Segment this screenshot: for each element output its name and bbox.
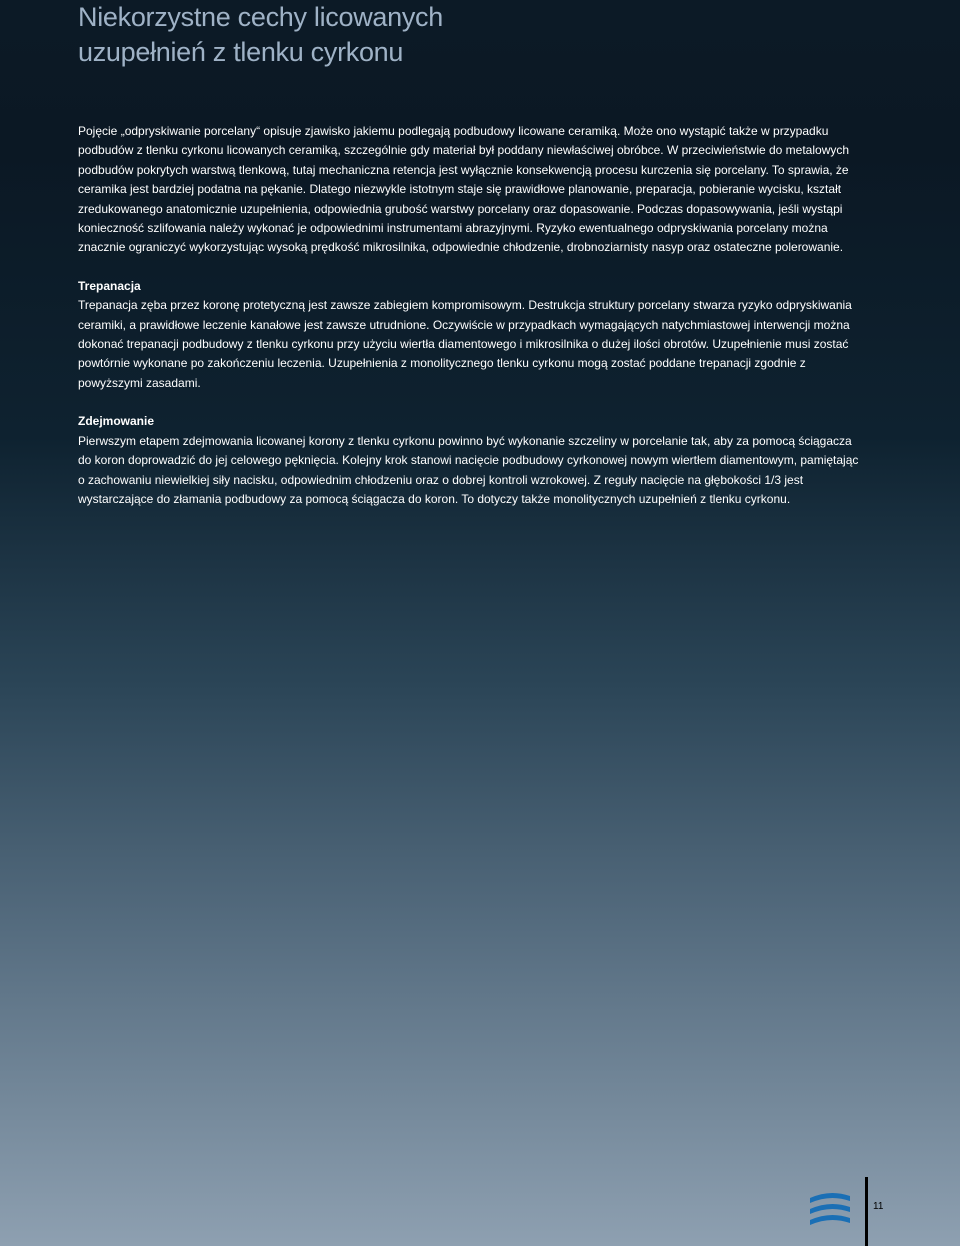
page-title-line-2: uzupełnień z tlenku cyrkonu [78, 37, 404, 67]
intro-paragraph: Pojęcie „odpryskiwanie porcelany“ opisuje zjawisko jakiemu podlegają podbudowy licowane ceramiką. Może ono wystąpić także w przypadku podbudów z tlenku cyrkonu licowanych ceramiką, szczególnie gdy materiał był poddany niewłaściwej obróbce. W przeciwieństwie do metalowych podbudów pokrytych warstwą tlenkową, tutaj mechaniczna retencja jest wyłącznie konsekwencją procesu kurczenia się porcelany. To sprawia, że ceramika jest bardziej podatna na pękanie. Dlatego niezwykle istotnym staje się prawidłowe planowanie, preparacja, pobieranie wycisku, kształt zredukowanego anatomicznie uzupełnienia, odpowiednia grubość warstwy porcelany oraz dopasowanie. Podczas dopasowywania, jeśli wystąpi konieczność szlifowania należy wykonać je odpowiednimi instrumentami abrazyjnymi. Ryzyko ewentualnego odpryskiwania porcelany można znacznie ograniczyć wykorzystując wysoką prędkość mikrosilnika, odpowiednie chłodzenie, drobnoziarnisty nasyp oraz ostateczne polerowanie. [78, 124, 850, 255]
footer-divider [865, 1177, 868, 1246]
section-zdejmowanie [78, 412, 868, 509]
page-title-line-1: Niekorzystne cechy licowanych [78, 2, 443, 32]
section-trepanacja [78, 277, 868, 393]
wave-logo-icon [809, 1190, 851, 1230]
section-heading: Zdejmowanie [78, 414, 155, 429]
page-title [78, 0, 678, 70]
section-paragraph: Trepanacja zęba przez koronę protetyczną jest zawsze zabiegiem kompromisowym. Destrukcja struktury porcelany stwarza ryzyko odpryskiwania ceramiki, a prawidłowe leczenie kanałowe jest zawsze utrudnione. Oczywiście w przypadkach wymagających natychmiastowej interwencji można dokonać trepanacji podbudowy z tlenku cyrkonu przy użyciu wiertła diamentowego i mikrosilnika o dużej ilości obrotów. Uzupełnienie musi zostać powtórnie wykonane po zakończeniu leczenia. Uzupełnienia z monolitycznego tlenku cyrkonu mogą zostać poddane trepanacji zgodnie z powyższymi zasadami. [78, 298, 852, 390]
section-heading: Trepanacja [78, 278, 141, 293]
article-body [78, 122, 868, 509]
section-paragraph: Pierwszym etapem zdejmowania licowanej korony z tlenku cyrkonu powinno być wykonanie szczeliny w porcelanie tak, aby za pomocą ściągacza do koron doprowadzić do jej celowego pęknięcia. Kolejny krok stanowi nacięcie podbudowy cyrkonowej nowym wiertłem diamentowym, pamiętając o zachowaniu niewielkiej siły nacisku, odpowiednim chłodzeniu oraz o dobrej kontroli wzrokowej. Z reguły nacięcie na głębokości 1/3 jest wystarczające do złamania podbudowy za pomocą ściągacza do koron. To dotyczy także monolitycznych uzupełnień z tlenku cyrkonu. [78, 433, 859, 506]
page-number: 11 [873, 1201, 884, 1212]
